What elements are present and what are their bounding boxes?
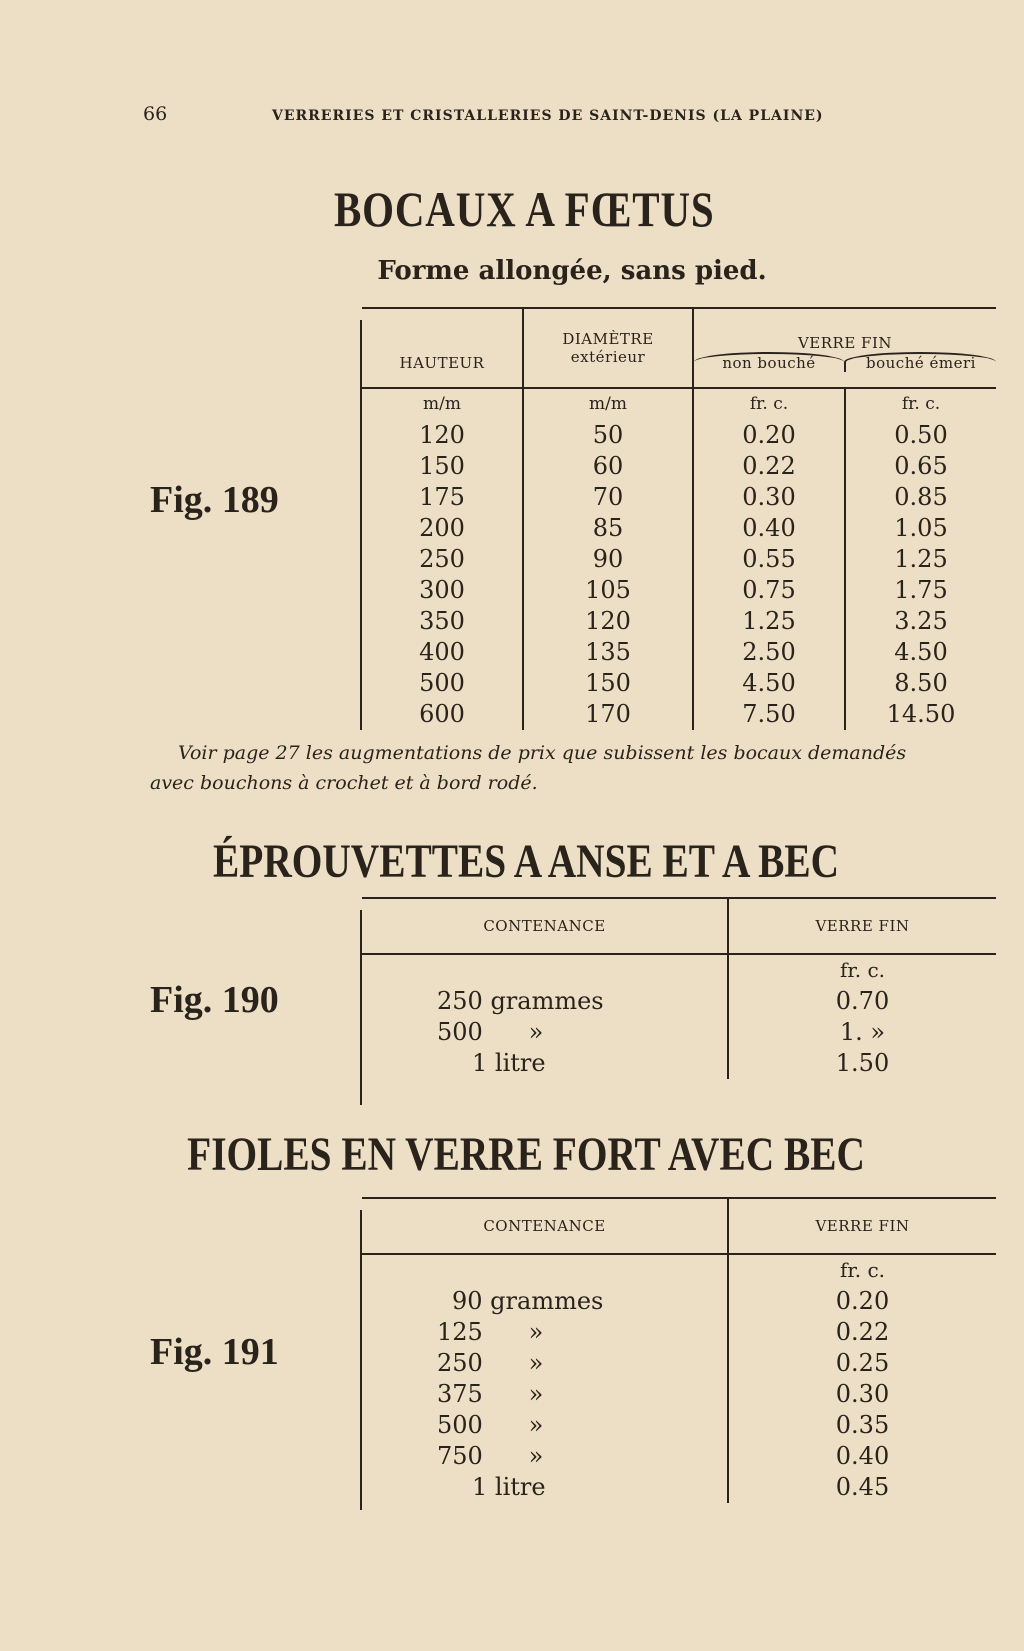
cell: 85: [523, 513, 693, 544]
unit-cell: fr. c.: [693, 388, 845, 420]
table-row: [362, 1048, 996, 1079]
cell: 105: [523, 575, 693, 606]
table-row: [362, 1017, 996, 1048]
table-row: [362, 606, 996, 637]
cell: 120: [419, 421, 465, 449]
cell: 3.25: [845, 606, 996, 637]
col-non-bouche: non bouché: [694, 352, 844, 372]
col-verre-fin-label: VERRE FIN: [797, 334, 893, 352]
table-row: [362, 699, 996, 730]
unit-cell: m/m: [362, 388, 523, 420]
section1-title: BOCAUX A FŒTUS: [333, 181, 715, 237]
cell: 1. »: [728, 1017, 996, 1048]
cell: 7.50: [693, 699, 845, 730]
cell: 4.50: [845, 637, 996, 668]
page-number: 66: [143, 103, 168, 125]
cell: 0.40: [693, 513, 845, 544]
table-row: [362, 1379, 996, 1410]
table-row: [362, 420, 996, 451]
cell: 500 »: [437, 1411, 544, 1439]
cell: 2.50: [693, 637, 845, 668]
cell: 0.65: [845, 451, 996, 482]
table-row: [362, 1410, 996, 1441]
footnote-line2: avec bouchons à crochet et à bord rodé.: [150, 772, 538, 794]
cell: 250 grammes: [437, 987, 604, 1015]
cell: 1.25: [845, 544, 996, 575]
cell: 0.40: [728, 1441, 996, 1472]
unit-cell: fr. c.: [728, 954, 996, 986]
table-row: [362, 451, 996, 482]
eprouvettes-table: [362, 897, 996, 1079]
table-row: [362, 1317, 996, 1348]
figure-191-label: Fig. 191: [150, 1331, 279, 1373]
cell: 0.55: [693, 544, 845, 575]
section1-subtitle: Forme allongée, sans pied.: [377, 256, 767, 286]
unit-cell: fr. c.: [728, 1254, 996, 1286]
table-row: [362, 544, 996, 575]
cell: 0.20: [693, 420, 845, 451]
col-diametre-sub: extérieur: [570, 348, 646, 366]
cell: 0.45: [728, 1472, 996, 1503]
fioles-table: [362, 1197, 996, 1503]
col-bouche-emeri: bouché émeri: [844, 352, 996, 372]
cell: 750 »: [437, 1442, 544, 1470]
table-row: [362, 637, 996, 668]
cell: 14.50: [845, 699, 996, 730]
col-diametre: [523, 308, 693, 388]
cell: 0.22: [693, 451, 845, 482]
footnote: [150, 738, 998, 798]
cell: 1.75: [845, 575, 996, 606]
table-row: [362, 986, 996, 1017]
cell: 0.35: [728, 1410, 996, 1441]
section3-title: FIOLES EN VERRE FORT AVEC BEC: [187, 1128, 865, 1181]
table-row: [362, 513, 996, 544]
cell: 175: [419, 483, 465, 511]
cell: 600: [419, 700, 465, 728]
table-row: [362, 1286, 996, 1317]
section2-title: ÉPROUVETTES A ANSE ET A BEC: [213, 835, 840, 888]
cell: 0.70: [728, 986, 996, 1017]
cell: 0.25: [728, 1348, 996, 1379]
col-verre-fin: VERRE FIN: [728, 1198, 996, 1254]
cell: 1 litre: [472, 1049, 546, 1077]
cell: 60: [523, 451, 693, 482]
bocaux-table: [362, 307, 996, 730]
cell: 120: [523, 606, 693, 637]
table-row: [362, 1348, 996, 1379]
cell: [362, 1254, 728, 1286]
unit-cell: m/m: [523, 388, 693, 420]
cell: 1 litre: [472, 1473, 546, 1501]
cell: 1.05: [845, 513, 996, 544]
cell: 250 »: [437, 1349, 544, 1377]
cell: 125 »: [437, 1318, 544, 1346]
col-hauteur: HAUTEUR: [362, 308, 523, 388]
cell: 350: [419, 607, 465, 635]
cell: 0.20: [728, 1286, 996, 1317]
verre-fin-subcolumns: [694, 352, 996, 372]
cell: [362, 954, 728, 986]
figure-189-label: Fig. 189: [150, 479, 279, 521]
col-contenance: CONTENANCE: [362, 1198, 728, 1254]
cell: 4.50: [693, 668, 845, 699]
cell: 500: [419, 669, 465, 697]
cell: 0.75: [693, 575, 845, 606]
cell: 8.50: [845, 668, 996, 699]
cell: 0.22: [728, 1317, 996, 1348]
cell: 200: [419, 514, 465, 542]
table-row: [362, 575, 996, 606]
cell: 70: [523, 482, 693, 513]
cell: 400: [419, 638, 465, 666]
cell: 500 »: [437, 1018, 544, 1046]
footnote-line1: Voir page 27 les augmentations de prix que subissent les bocaux demandés: [178, 742, 907, 764]
cell: 0.30: [728, 1379, 996, 1410]
col-contenance: CONTENANCE: [362, 898, 728, 954]
col-verre-fin: [693, 308, 996, 388]
cell: 375 »: [437, 1380, 544, 1408]
col-diametre-label: DIAMÈTRE: [562, 330, 654, 348]
cell: 90 grammes: [452, 1287, 604, 1315]
cell: 170: [523, 699, 693, 730]
cell: 0.85: [845, 482, 996, 513]
cell: 1.25: [693, 606, 845, 637]
cell: 250: [419, 545, 465, 573]
table-row: [362, 1441, 996, 1472]
cell: 0.30: [693, 482, 845, 513]
cell: 300: [419, 576, 465, 604]
table-row: [362, 482, 996, 513]
cell: 150: [419, 452, 465, 480]
cell: 90: [523, 544, 693, 575]
cell: 1.50: [728, 1048, 996, 1079]
running-title: VERRERIES ET CRISTALLERIES DE SAINT-DENIS (LA PLAINE): [272, 108, 824, 124]
col-verre-fin: VERRE FIN: [728, 898, 996, 954]
cell: 0.50: [845, 420, 996, 451]
table-row: [362, 1472, 996, 1503]
cell: 150: [523, 668, 693, 699]
figure-190-label: Fig. 190: [150, 979, 279, 1021]
cell: 135: [523, 637, 693, 668]
table-row: [362, 668, 996, 699]
unit-cell: fr. c.: [845, 388, 996, 420]
cell: 50: [523, 420, 693, 451]
